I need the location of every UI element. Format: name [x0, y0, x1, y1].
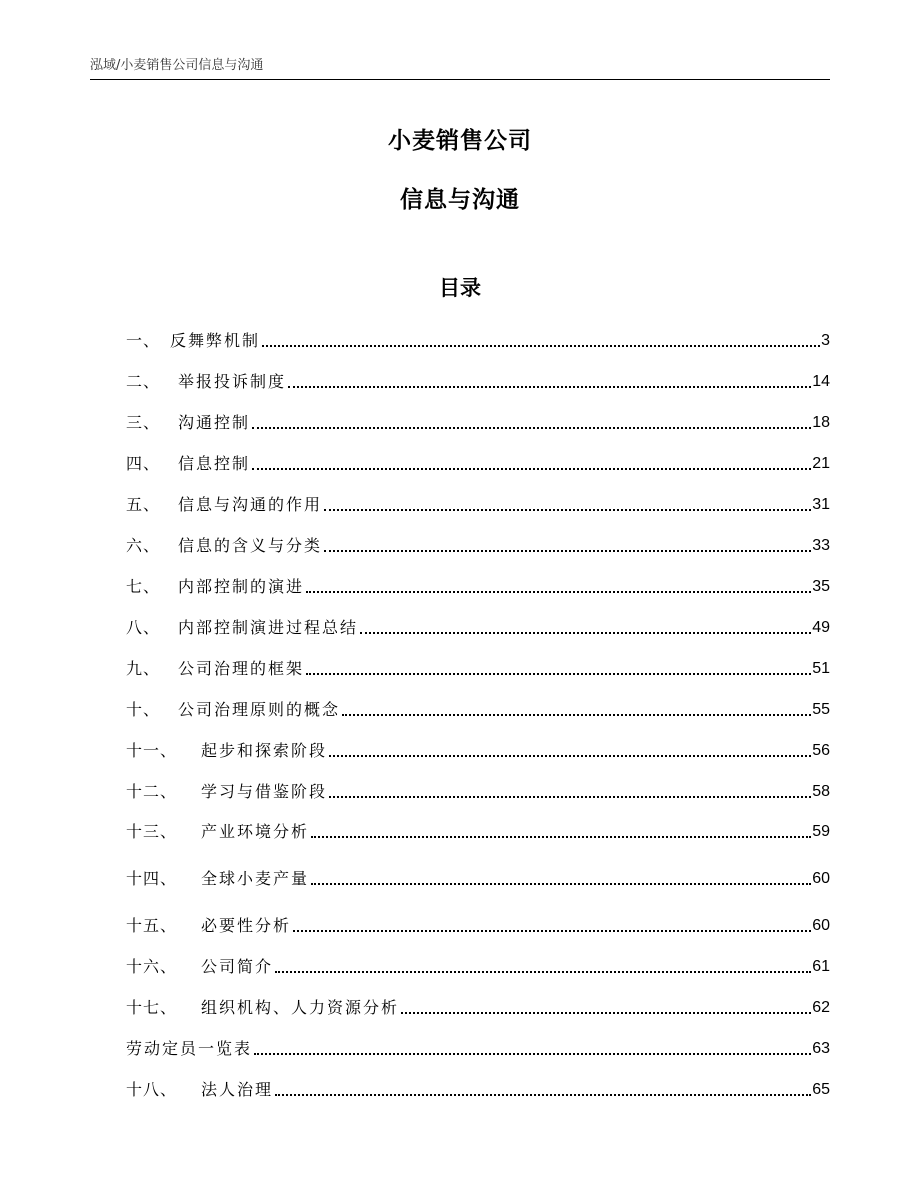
- toc-entry-number: 十四、: [126, 869, 178, 888]
- toc-entry-number: 四、: [126, 454, 161, 473]
- toc-dot-leader: [311, 883, 811, 885]
- toc-entry-title: 公司简介: [201, 957, 274, 976]
- toc-dot-leader: [252, 468, 811, 470]
- toc-entry-number: 十五、: [126, 916, 178, 935]
- toc-entry[interactable]: [126, 738, 830, 764]
- toc-entry-number: 十八、: [126, 1080, 178, 1099]
- toc-entry-number: 八、: [126, 618, 161, 637]
- toc-entry-page: 35: [812, 578, 830, 595]
- toc-entry-page: 61: [812, 958, 830, 975]
- toc-dot-leader: [401, 1012, 811, 1014]
- toc-entry-page: 33: [812, 537, 830, 554]
- toc-entry[interactable]: [126, 656, 830, 682]
- toc-entry[interactable]: [126, 328, 830, 354]
- running-header: 泓域/小麦销售公司信息与沟通: [90, 58, 264, 73]
- toc-entry-number: 二、: [126, 372, 161, 391]
- toc-dot-leader: [262, 345, 820, 347]
- toc-entry-title: 内部控制的演进: [178, 577, 305, 596]
- header-rule: [90, 79, 830, 80]
- toc-entry-number: 十三、: [126, 822, 178, 841]
- toc-entry[interactable]: [126, 866, 830, 892]
- toc-dot-leader: [324, 509, 811, 511]
- toc-entry-page: 18: [812, 414, 830, 431]
- toc-entry-title: 全球小麦产量: [201, 869, 310, 888]
- toc-entry-title: 必要性分析: [201, 916, 292, 935]
- toc-entry-page: 14: [812, 373, 830, 390]
- toc-dot-leader: [324, 550, 811, 552]
- toc-entry-page: 3: [821, 332, 830, 349]
- toc-entry[interactable]: [126, 410, 830, 436]
- toc-entry-page: 62: [812, 999, 830, 1016]
- toc-entry[interactable]: [126, 533, 830, 559]
- toc-entry-title: 信息控制: [178, 454, 251, 473]
- toc-entry[interactable]: [126, 697, 830, 723]
- toc-entry-page: 51: [812, 660, 830, 677]
- toc-dot-leader: [252, 427, 811, 429]
- toc-dot-leader: [293, 930, 811, 932]
- toc-entry-title: 反舞弊机制: [170, 331, 261, 350]
- toc-entry-number: 一、: [126, 331, 161, 350]
- toc-entry-page: 56: [812, 742, 830, 759]
- toc-entry-title: 公司治理的框架: [178, 659, 305, 678]
- toc-entry-title: 公司治理原则的概念: [178, 700, 341, 719]
- toc-entry-page: 49: [812, 619, 830, 636]
- toc-entry[interactable]: [126, 492, 830, 518]
- toc-entry-number: 九、: [126, 659, 161, 678]
- toc-entry-number: 十七、: [126, 998, 178, 1017]
- toc-entry-number: 十六、: [126, 957, 178, 976]
- toc-dot-leader: [306, 673, 811, 675]
- toc-entry-page: 63: [812, 1040, 830, 1057]
- toc-entry[interactable]: [126, 451, 830, 477]
- toc-entry-title: 举报投诉制度: [178, 372, 287, 391]
- toc-dot-leader: [306, 591, 811, 593]
- toc-entry-title: 产业环境分析: [201, 822, 310, 841]
- document-title: 小麦销售公司: [388, 128, 532, 154]
- toc-entry-title: 组织机构、人力资源分析: [201, 998, 400, 1017]
- toc-dot-leader: [329, 755, 811, 757]
- toc-dot-leader: [288, 386, 811, 388]
- toc-entry[interactable]: [126, 995, 830, 1021]
- toc-entry-title: 劳动定员一览表: [126, 1039, 253, 1058]
- toc-entry-number: 十、: [126, 700, 161, 719]
- toc-entry[interactable]: [126, 913, 830, 939]
- toc-dot-leader: [342, 714, 811, 716]
- toc-entry-title: 起步和探索阶段: [201, 741, 328, 760]
- toc-entry-page: 21: [812, 455, 830, 472]
- toc-entry-title: 沟通控制: [178, 413, 251, 432]
- toc-dot-leader: [254, 1053, 811, 1055]
- toc-dot-leader: [311, 836, 811, 838]
- toc-entry-page: 60: [812, 917, 830, 934]
- toc-entry[interactable]: [126, 1036, 830, 1062]
- toc-entry[interactable]: [126, 1077, 830, 1103]
- toc-entry[interactable]: [126, 615, 830, 641]
- toc-entry-page: 31: [812, 496, 830, 513]
- toc-entry-number: 六、: [126, 536, 161, 555]
- toc-entry[interactable]: [126, 819, 830, 845]
- toc-entry-page: 60: [812, 870, 830, 887]
- toc-entry-page: 65: [812, 1081, 830, 1098]
- toc-dot-leader: [275, 1094, 811, 1096]
- toc-entry-title: 信息与沟通的作用: [178, 495, 323, 514]
- toc-entry[interactable]: [126, 779, 830, 805]
- toc-entry-title: 信息的含义与分类: [178, 536, 323, 555]
- toc-heading: 目录: [439, 276, 481, 300]
- toc-dot-leader: [329, 796, 811, 798]
- toc-dot-leader: [360, 632, 811, 634]
- document-subtitle: 信息与沟通: [400, 187, 520, 213]
- toc-entry-number: 十二、: [126, 782, 178, 801]
- toc-entry[interactable]: [126, 369, 830, 395]
- toc-entry-title: 法人治理: [201, 1080, 274, 1099]
- toc-entry-number: 十一、: [126, 741, 178, 760]
- toc-entry-number: 五、: [126, 495, 161, 514]
- toc-entry-page: 59: [812, 823, 830, 840]
- toc-entry-title: 学习与借鉴阶段: [201, 782, 328, 801]
- toc-dot-leader: [275, 971, 811, 973]
- toc-entry[interactable]: [126, 954, 830, 980]
- toc-entry-page: 55: [812, 701, 830, 718]
- toc-entry-number: 七、: [126, 577, 161, 596]
- toc-entry-title: 内部控制演进过程总结: [178, 618, 359, 637]
- toc-entry[interactable]: [126, 574, 830, 600]
- toc-entry-page: 58: [812, 783, 830, 800]
- toc-entry-number: 三、: [126, 413, 161, 432]
